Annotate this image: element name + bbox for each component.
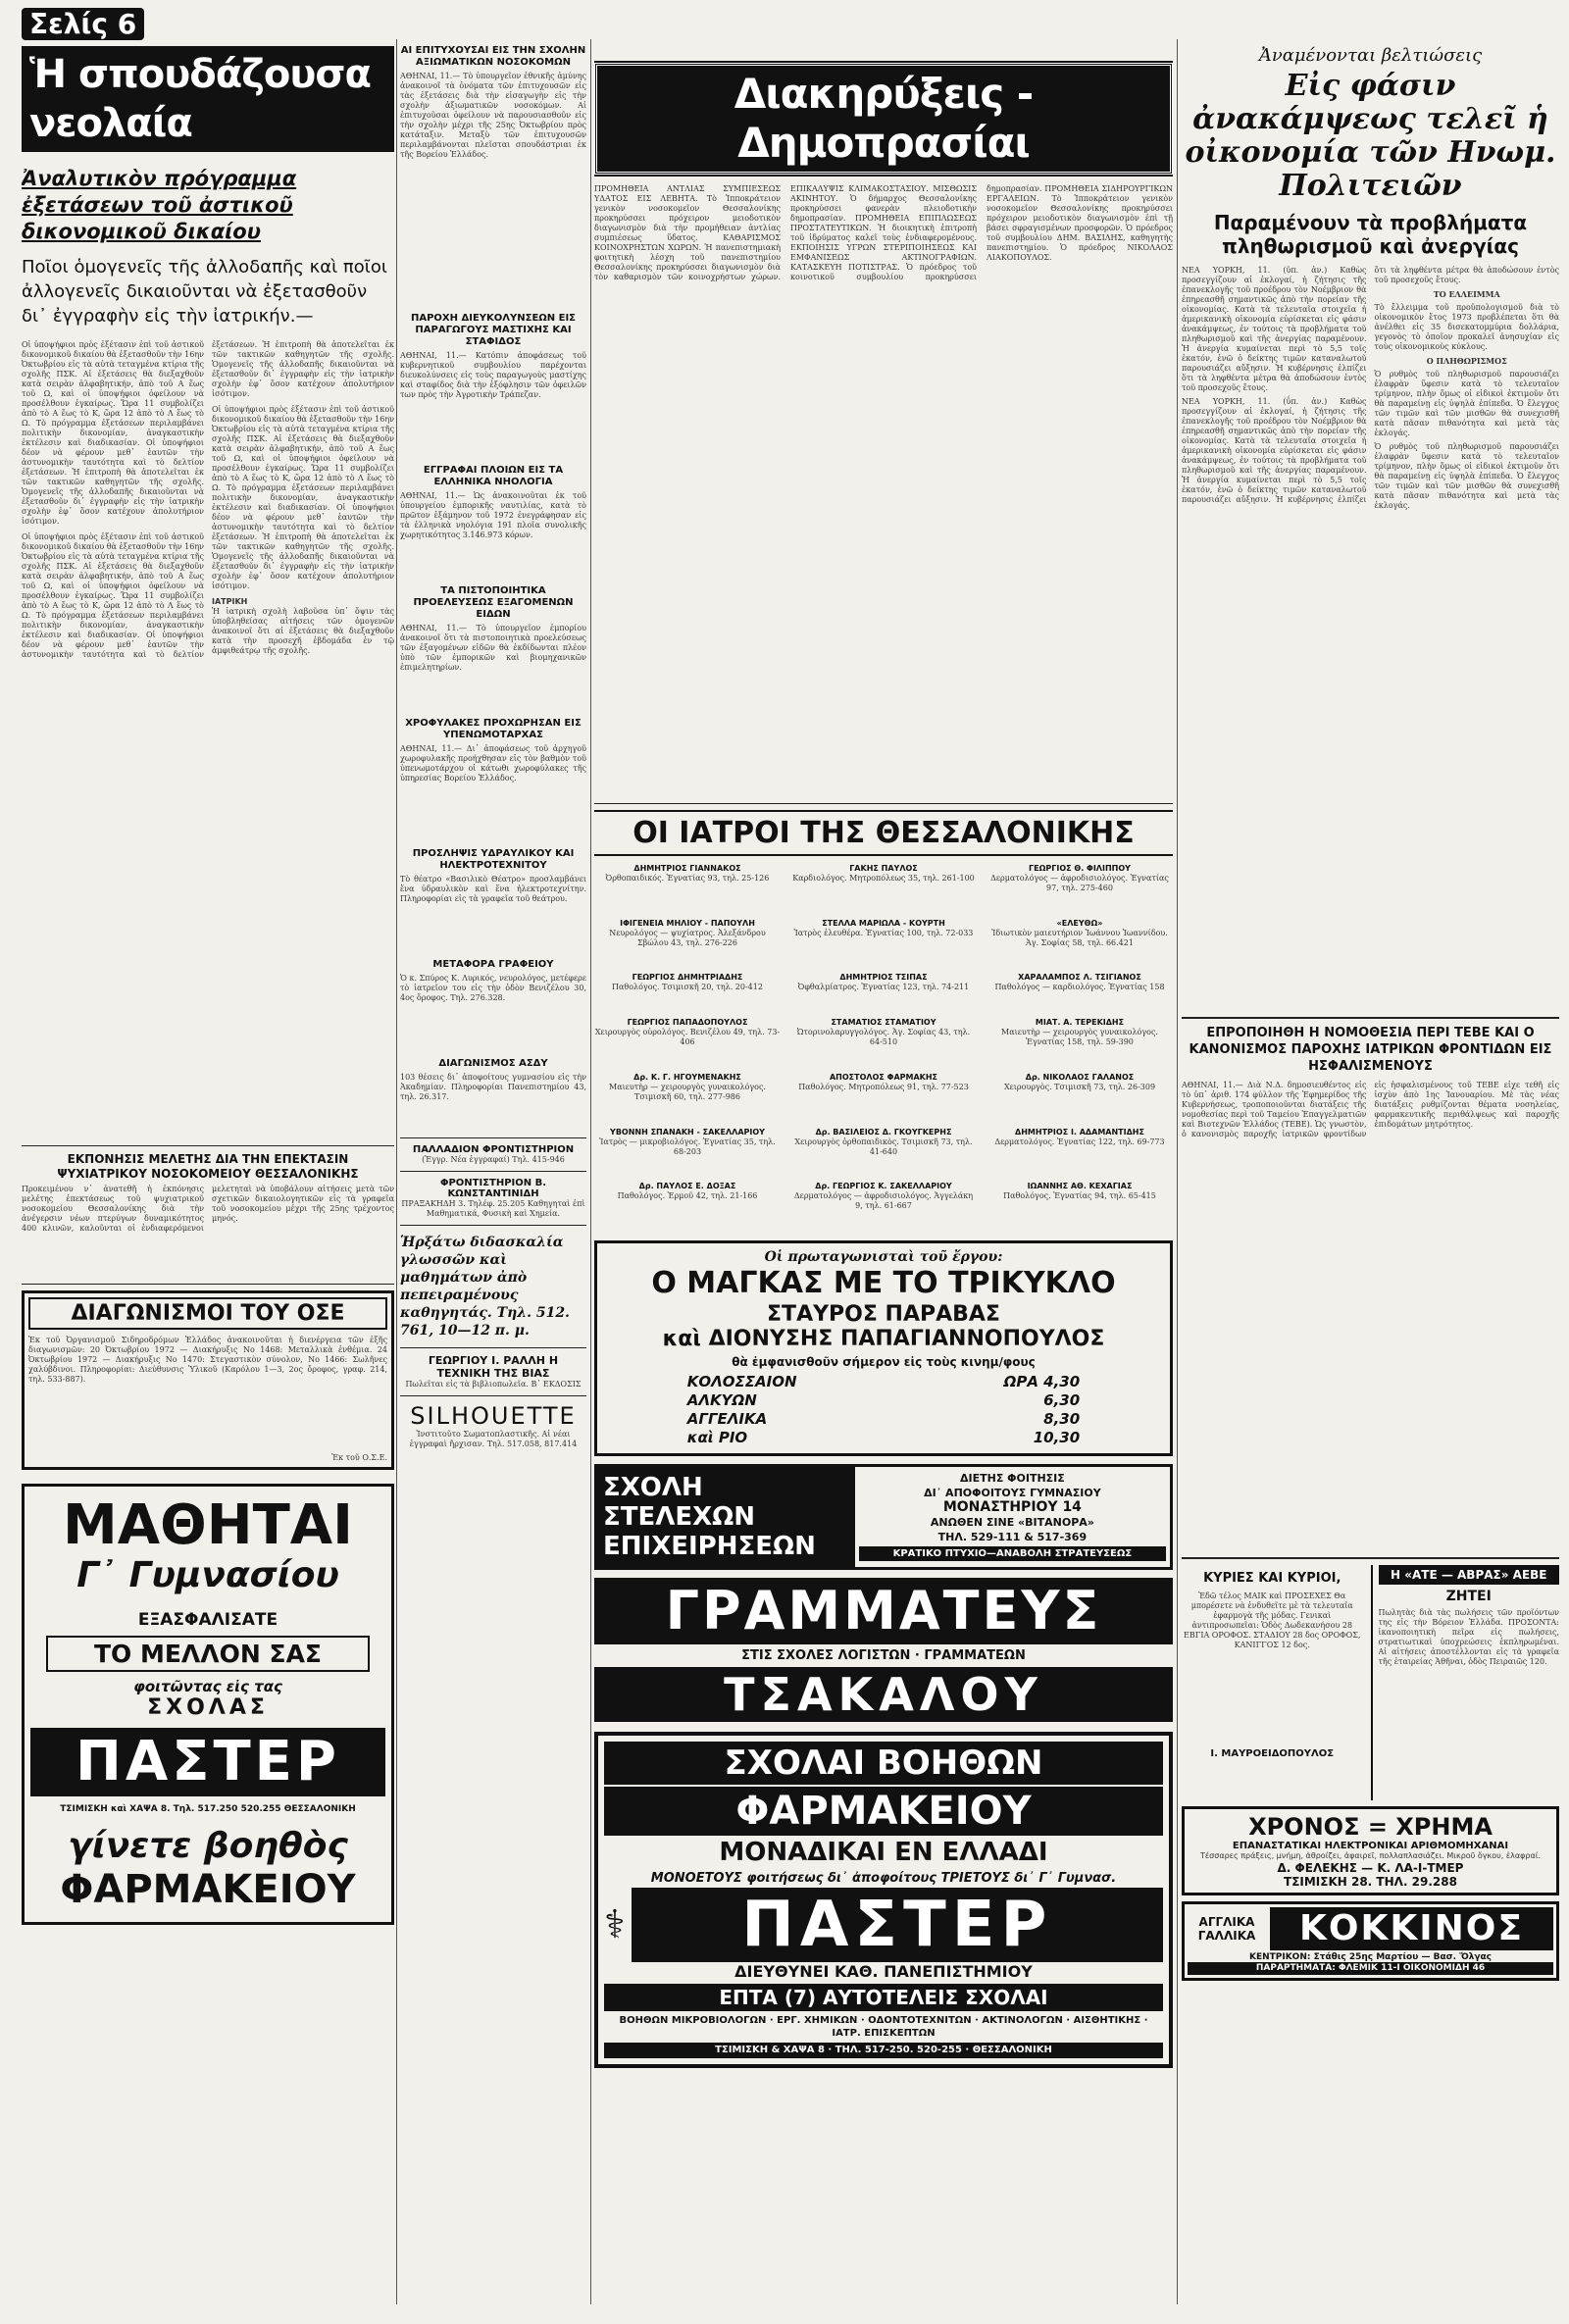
ad-pharm-l7: ΒΟΗΘΩΝ ΜΙΚΡΟΒΙΟΛΟΓΩΝ · ΕΡΓ. ΧΗΜΙΚΩΝ · ΟΔΟΝΤΟΤΕΧΝΙΤΩΝ · ΑΚΤΙΝΟΛΟΓΩΝ · ΑΙΣΘΗΤΙΚΗΣ · ΙΑΤΡ. ΕΠΙΣΚΕΠΤΩΝ <box>619 2015 1148 2039</box>
ose-sign: Ἐκ τοῦ Ο.Σ.Ε. <box>331 1453 387 1462</box>
ad-paster-line2: Γ᾽ Γυμνασίου <box>76 1555 339 1595</box>
cinema-venue-time: 8,30 <box>1043 1410 1081 1428</box>
cinema-venue-row <box>687 1391 1080 1410</box>
news-body-5: ΑΘΗΝΑΙ, 11.— Δι᾽ ἀποφάσεως τοῦ ἀρχηγοῦ χωροφυλακῆς προήχθησαν εἰς τὸν βαθμὸν τοῦ ὑπενωμοτάρχου οἱ κάτωθι χωροφύλακες τῆς ὑπηρεσίας Βορείου Ἑλλάδος. <box>400 744 586 783</box>
doctor-details: Δερματολόγος — ἀφροδισιολόγος. Ἐγνατίας 97, τηλ. 275-460 <box>990 874 1169 892</box>
divider <box>400 1395 586 1396</box>
doctor-entry <box>594 973 781 1012</box>
doctor-details: Ὀρθοπαιδικός. Ἐγνατίας 93, τηλ. 25-126 <box>605 874 770 883</box>
lead-body <box>1182 266 1559 1011</box>
legis-title: ΕΠΡΟΠΟΙΗΘΗ Η ΝΟΜΟΘΕΣΙΑ ΠΕΡΙ ΤΕΒΕ ΚΑΙ Ο ΚΑΝΟΝΙΣΜΟΣ ΠΑΡΟΧΗΣ ΙΑΤΡΙΚΩΝ ΦΡΟΝΤΙΔΩΝ ΕΙΣ ΗΣΦΑΛΙΣΜΕΝΟΥΣ <box>1189 1026 1552 1074</box>
doctor-entry <box>790 1182 977 1231</box>
ad-scholi-r1: ΔΙΕΤΗΣ ΦΟΙΤΗΣΙΣ <box>959 1472 1065 1485</box>
doctor-entry <box>594 1073 781 1122</box>
lead-body-text-2: ΝΕΑ ΥΟΡΚΗ, 11. (ΰπ. ἀν.) Καθὼς προσεγγίζουν αἱ ἐκλογαί, ἡ ζήτησις τῆς ἐπανεκλογῆς τοῦ προέδρου τὸν Νοέμβριον θὰ ἐπηρεασθῆ σημαντικῶς ἀπὸ τὴν πορείαν τῆς οἰκονομίας. Κατὰ τὰ τελευταῖα στοιχεῖα ἡ ἀμερικανικὴ οἰκονομία εὑρίσκεται εἰς φάσιν ἀνακάμψεως, ἐν τούτοις τὰ προβλήματα τοῦ πληθωρισμοῦ καὶ τῆς ἀνεργίας παραμένουν. Ἡ ἀνεργία κυμαίνεται περὶ τὸ 5,5 τοῖς ἑκατόν, ἐνῶ ὁ δείκτης τιμῶν καταναλωτοῦ παρουσιάζει αὔξησιν. Ἡ κυβέρνησις ἐλπίζει ὅτι τὰ ληφθέντα μέτρα θὰ ἀποδώσουν ἐντὸς τοῦ προσεχοῦς ἔτους. <box>1182 266 1559 504</box>
ad-konstantinidi-body: ΠΡΑΞΑΚΗΔΗ 3. Τηλέφ. 25.205 Καθηγηταὶ ἐπὶ Μαθηματικά, Φυσικὴ καὶ Χημεία. <box>401 1199 585 1218</box>
ad-kyries-title: ΚΥΡΙΕΣ ΚΑΙ ΚΥΡΙΟΙ, <box>1203 1571 1341 1586</box>
page-number: Σελίς 6 <box>22 8 144 40</box>
doctor-entry <box>594 1128 781 1177</box>
ad-scholi-left: ΣΧΟΛΗ ΣΤΕΛΕΧΩΝ ΕΠΙΧΕΙΡΗΣΕΩΝ <box>597 1467 855 1567</box>
doctor-entry <box>987 864 1173 913</box>
ad-palladion-body: (Ἐγγρ. Νέα ἐγγραφαί) Τηλ. 415-946 <box>422 1155 565 1164</box>
sub-deficit: ΤΟ ΕΛΛΕΙΜΜΑ <box>1433 289 1500 299</box>
news-head-6: ΠΡΟΣΛΗΨΙΣ ΥΔΡΑΥΛΙΚΟΥ ΚΑΙ ΗΛΕΚΤΡΟΤΕΧΝΙΤΟΥ <box>412 848 575 871</box>
ads-row <box>1182 1565 1559 1800</box>
column-rule <box>590 39 591 2304</box>
divider <box>400 1225 586 1226</box>
article-exams-body-text-3: Οἱ ὑποψήφιοι πρὸς ἐξέτασιν ἐπὶ τοῦ ἀστικοῦ δικονομικοῦ δικαίου θὰ ἐξετασθοῦν τὴν 16ην Ὀκτωβρίου εἰς τὰ αὐτὰ τεταγμένα κτίρια τῆς σχολῆς ΠΣΚ. Αἱ ἐξετάσεις θὰ διεξαχθοῦν κατὰ σειρὰν ἀλφαβητικήν, ἀπὸ τοῦ Α ἕως τοῦ Ω, καὶ οἱ ὑποψήφιοι ὀφείλουν νὰ προσέλθουν ἐγκαίρως. Ὥρα 11 συμβολίζει ἀπὸ τὸ Α ἕως τὸ Κ, ὥρα 12 ἀπὸ τὸ Λ ἕως τὸ Ω. Τὸ πρόγραμμα ἐξετάσεων περιλαμβάνει πολιτικὴν δικονομίαν, ἀναγκαστικὴν ἐκτέλεσιν καὶ διαδικασίαν. Οἱ ὑποψήφιοι δέον νὰ φέρουν μεθ᾽ ἑαυτῶν τὴν ἀστυνομικὴν ταυτότητα καὶ τὸ δελτίον ἐξετάσεων. Ἡ ἐπιτροπὴ θὰ ἀποτελεῖται ἐκ τῶν τακτικῶν καθηγητῶν τῆς σχολῆς. Ὁμογενεῖς τῆς ἀλλοδαπῆς δικαιοῦνται νὰ ἐξετασθοῦν δι᾽ ἐγγραφὴν εἰς τὴν ἰατρικὴν σχολὴν ἐφ᾽ ὅσον κατέχουν ἀπολυτήριον ἰσότιμον. <box>212 405 394 590</box>
doctor-details: Καρδιολόγος. Μητροπόλεως 35, τηλ. 261-100 <box>792 874 975 883</box>
ad-grammateis-sub: ΣΤΙΣ ΣΧΟΛΕΣ ΛΟΓΙΣΤΩΝ · ΓΡΑΜΜΑΤΕΩΝ <box>741 1648 1026 1663</box>
ad-pharm-l3: ΜΟΝΑΔΙΚΑΙ ΕΝ ΕΛΛΑΔΙ <box>719 1838 1048 1867</box>
cinema-venue-name: ΑΓΓΕΛΙΚΑ <box>686 1410 768 1428</box>
doctor-entry <box>987 1182 1173 1231</box>
doctor-entry <box>987 1073 1173 1122</box>
doctor-entry <box>987 973 1173 1012</box>
article-exams-body-text-2: Οἱ ὑποψήφιοι πρὸς ἐξέτασιν ἐπὶ τοῦ ἀστικοῦ δικονομικοῦ δικαίου θὰ ἐξετασθοῦν τὴν 16ην Ὀκτωβρίου εἰς τὰ αὐτὰ τεταγμένα κτίρια τῆς σχολῆς ΠΣΚ. Αἱ ἐξετάσεις θὰ διεξαχθοῦν κατὰ σειρὰν ἀλφαβητικήν, ἀπὸ τοῦ Α ἕως τοῦ Ω, καὶ οἱ ὑποψήφιοι ὀφείλουν νὰ προσέλθουν ἐγκαίρως. Ὥρα 11 συμβολίζει ἀπὸ τὸ Α ἕως τὸ Κ, ὥρα 12 ἀπὸ τὸ Λ ἕως τὸ Ω. Τὸ πρόγραμμα ἐξετάσεων περιλαμβάνει πολιτικὴν δικονομίαν, ἀναγκαστικὴν ἐκτέλεσιν καὶ διαδικασίαν. Οἱ ὑποψήφιοι δέον νὰ φέρουν μεθ᾽ ἑαυτῶν τὴν ἀστυνομικὴν ταυτότητα καὶ τὸ δελτίον ἐξετάσεων. Ἡ ἐπιτροπὴ θὰ ἀποτελεῖται ἐκ τῶν τακτικῶν καθηγητῶν τῆς σχολῆς. Ὁμογενεῖς τῆς ἀλλοδαπῆς δικαιοῦνται νὰ ἐξετασθοῦν δι᾽ ἐγγραφὴν εἰς τὴν ἰατρικὴν σχολὴν ἐφ᾽ ὅσον κατέχουν ἀπολυτήριον ἰσότιμον. <box>22 340 394 659</box>
doctor-details: Ὠτορινολαρυγγολόγος. Ἁγ. Σοφίας 43, τηλ. 64-510 <box>796 1028 971 1047</box>
article-psychiatric-body: Προκειμένου ν᾽ ἀνατεθῆ ἡ ἐκπόνησις μελέτης ἐπεκτάσεως τοῦ ψυχιατρικοῦ νοσοκομείου Θεσσαλονίκης διὰ τὴν ἀνέγερσιν νέων πτερύγων δυναμικότητος 400 κλινῶν, καλοῦνται οἱ ἐνδιαφερόμενοι μελετηταὶ νὰ ὑποβάλουν αἰτήσεις μετὰ τῶν σχετικῶν δικαιολογητικῶν εἰς τὰ γραφεῖα τοῦ νοσοκομείου μέχρι τῆς 25ης τρέχοντος μηνός. <box>22 1185 394 1233</box>
sub-inflation: Ο ΠΛΗΘΩΡΙΣΜΟΣ <box>1426 356 1507 366</box>
cinema-title: Ο ΜΑΓΚΑΣ ΜΕ ΤΟ ΤΡΙΚΥΚΛΟ <box>651 1266 1116 1300</box>
article-exams <box>22 166 394 1139</box>
ad-ate-sub: ΖΗΤΕΙ <box>1445 1589 1492 1604</box>
ad-kokkinos-brand: ΚΟΚΚΙΝΟΣ <box>1270 1907 1553 1950</box>
article-psychiatric <box>22 1152 394 1278</box>
column-rule <box>1177 39 1178 2304</box>
doctor-entry <box>790 1018 977 1067</box>
ad-pharm-l4: ΜΟΝΟΕΤΟΥΣ φοιτήσεως δι᾽ ἀποφοίτους ΤΡΙΕΤΟΥΣ δι᾽ Γ᾽ Γυμνασ. <box>650 1871 1117 1886</box>
ad-paster-address: ΤΣΙΜΙΣΚΗ καὶ ΧΑΨΑ 8. Τηλ. 517.250 520.255 ΘΕΣΣΑΛΟΝΙΚΗ <box>60 1804 356 1814</box>
legis-body: ΑΘΗΝΑΙ, 11.— Διὰ Ν.Δ. δημοσιευθέντος εἰς τὸ ὑπ᾽ ἀριθ. 174 φύλλον τῆς Ἐφημερίδος τῆς Κυβερνήσεως, τροποποιοῦνται διατάξεις τῆς νομοθεσίας περὶ τοῦ Ταμείου Ἐπαγγελματιῶν καὶ Βιοτεχνῶν Ἑλλάδος (ΤΕΒΕ). Ὡς γνωστὸν, ὁ κανονισμὸς παροχῆς ἰατρικῶν φροντίδων εἰς ἠσφαλισμένους τοῦ ΤΕΒΕ εἶχε τεθῆ εἰς ἰσχὺν ἀπὸ 1ης Ἰανουαρίου. Μὲ τὰς νέας διατάξεις ρυθμίζονται θέματα νοσηλείας, φαρμακευτικῆς περιθάλψεως καὶ παροχῆς ἐπιδομάτων μητρότητος. <box>1182 1081 1559 1138</box>
divider <box>400 1171 586 1172</box>
column-rule <box>396 39 397 2304</box>
ad-kyries-body: Ἐδῶ τέλος ΜΑΙΚ καὶ ΠΡΟΣΕΧΕΣ Θα μπορέσετε νὰ ἐνδυθεῖτε μὲ τὰ τελευταῖα ἐφαρμογὰ τῆς μόδας. Γενικαὶ ἀντιπροσωπεῖαι: Ὁδὸς Δωδεκανήσου 28 ΕΒΓΙΑ ΟΡΟΦΟΣ. ΣΤΑΔΙΟΥ 28 δος ΟΡΟΦΟΣ, ΚΑΝΙΓΓΟΣ 12 δος. <box>1184 1591 1361 1649</box>
article-exams-title: Ἀναλυτικὸν πρόγραμμα ἐξετάσεων τοῦ ἀστικοῦ δικονομικοῦ δικαίου <box>22 167 297 243</box>
doctor-details: Χειρουργὸς. Τσιμισκῆ 73, τηλ. 26-309 <box>1003 1082 1156 1091</box>
ad-paster-students <box>22 1484 394 1925</box>
ad-kokkinos-left: ΑΓΓΛΙΚΑ ΓΑΛΛΙΚΑ <box>1197 1915 1256 1943</box>
ad-paster-line5: φοιτῶντας εἰς τας <box>133 1678 282 1695</box>
news-body-3: ΑΘΗΝΑΙ, 11.— Ὡς ἀνακοινοῦται ἐκ τοῦ ὑπουργείου ἐμπορικῆς ναυτιλίας, κατὰ τὸ πρῶτον ἑξάμηνον τοῦ 1972 ἐνεγράφησαν εἰς τὰ ἑλληνικὰ νηολόγια 191 πλοῖα συνολικῆς χωρητικότητος 3.146.973 κόρων. <box>400 491 586 539</box>
news-body-8: 103 θέσεις δι᾽ ἀποφοίτους γυμνασίου εἰς τὴν Ἀκαδημίαν. Πληροφορίαι Πανεπιστημίου 43, τηλ. 26.317. <box>400 1073 586 1101</box>
doctor-details: Παθολόγος — καρδιολόγος. Ἐγνατίας 158 <box>994 983 1165 992</box>
sub-iatriki: ΙΑΤΡΙΚΗ <box>212 597 248 606</box>
doctor-name: ΥΒΟΝΝΗ ΣΠΑΝΑΚΗ - ΣΑΚΕΛΛΑΡΙΟΥ <box>610 1127 765 1137</box>
section-banner: Ἡ σπουδάζουσα νεολαία <box>22 46 394 152</box>
article-exams-body <box>22 340 394 1139</box>
doctors-title: ΟΙ ΙΑΤΡΟΙ ΤΗΣ ΘΕΣΣΑΛΟΝΙΚΗΣ <box>594 810 1173 856</box>
news-head-1: ΑΙ ΕΠΙΤΥΧΟΥΣΑΙ ΕΙΣ ΤΗΝ ΣΧΟΛΗΝ ΑΞΙΩΜΑΤΙΚΩΝ ΝΟΣΟΚΟΜΩΝ <box>400 45 586 68</box>
ad-scholi <box>594 1464 1173 1570</box>
lead-body-text: ΝΕΑ ΥΟΡΚΗ, 11. (ΰπ. ἀν.) Καθὼς προσεγγίζουν αἱ ἐκλογαί, ἡ ζήτησις τῆς ἐπανεκλογῆς τοῦ προέδρου τὸν Νοέμβριον θὰ ἐπηρεασθῆ σημαντικῶς ἀπὸ τὴν πορείαν τῆς οἰκονομίας. Κατὰ τὰ τελευταῖα στοιχεῖα ἡ ἀμερικανικὴ οἰκονομία εὑρίσκεται εἰς φάσιν ἀνακάμψεως, ἐν τούτοις τὰ προβλήματα τοῦ πληθωρισμοῦ καὶ τῆς ἀνεργίας παραμένουν. Ἡ ἀνεργία κυμαίνεται περὶ τὸ 5,5 τοῖς ἑκατόν, ἐνῶ ὁ δείκτης τιμῶν καταναλωτοῦ παρουσιάζει αὔξησιν. Ἡ κυβέρνησις ἐλπίζει ὅτι τὰ ληφθέντα μέτρα θὰ ἀποδώσουν ἐντὸς τοῦ προσεχοῦς ἔτους. <box>1182 266 1367 392</box>
ad-scholi-r5: ΤΗΛ. 529-111 & 517-369 <box>937 1531 1088 1543</box>
ad-book <box>400 1354 586 1389</box>
doctor-entry <box>594 919 781 968</box>
ad-pharm-l1: ΣΧΟΛΑΙ ΒΟΗΘΩΝ <box>604 1742 1163 1785</box>
doctor-name: ΜΙΑΤ. Α. ΤΕΡΕΚΙΔΗΣ <box>1035 1018 1125 1028</box>
doctor-name: «ΕΛΕΥΘΩ» <box>1056 918 1103 928</box>
ad-silhouette-title: SILHOUETTE <box>410 1402 577 1430</box>
ad-ate-body: Πωλητὰς διὰ τὰς πωλήσεις τῶν προϊόντων της εἰς τὴν Βόρειον Ἑλλάδα. ΠΡΟΣΟΝΤΑ: ἱκανοποιητικὴ πεῖρα εἰς πωλήσεις, στρατιωτικαὶ ὑποχρεώσεις ἐκπληρωμέναι. Αἱ αἰτήσεις ἀποστέλλονται εἰς τὰ γραφεῖα τῆς ἑταιρείας Ἀθῆναι, ὁδὸς Πειραιῶς 120. <box>1378 1608 1559 1666</box>
inflation-text: Ὁ ρυθμὸς τοῦ πληθωρισμοῦ παρουσιάζει ἐλαφρὰν ὕφεσιν κατὰ τὸ τελευταῖον τρίμηνον, πλὴν ὅμως οἱ εἰδικοὶ ἐκτιμοῦν ὅτι θὰ παραμείνῃ εἰς ὑψηλὰ ἐπίπεδα. Ὁ ἔλεγχος τῶν τιμῶν καὶ τῶν μισθῶν θὰ συνεχισθῆ κατὰ πᾶσαν πιθανότητα καὶ μετὰ τὰς ἐκλογάς. <box>1374 370 1559 437</box>
doctor-details: Μαιευτὴρ — χειρουργὸς γυναικολόγος. Ἐγνατίας 158, τηλ. 59-390 <box>1001 1028 1158 1047</box>
doctor-entry <box>790 973 977 1012</box>
doctor-name: ΧΑΡΑΛΑΜΠΟΣ Λ. ΤΣΙΓΙΑΝΟΣ <box>1018 973 1141 983</box>
doctor-details: Ἰδιωτικὸν μαιευτήριον Ἰωάννου Ἰωαννίδου. Ἁγ. Σοφίας 58, τηλ. 66.421 <box>991 928 1168 947</box>
doctor-name: ΓΕΩΡΓΙΟΣ Θ. ΦΙΛΙΠΠΟΥ <box>1029 864 1131 873</box>
doctor-name: Δρ. ΓΕΩΡΓΙΟΣ Κ. ΣΑΚΕΛΛΑΡΙΟΥ <box>815 1182 952 1191</box>
ad-konstantinidi-title: ΦΡΟΝΤΙΣΤΗΡΙΟΝ Β. ΚΩΝΣΤΑΝΤΙΝΙΔΗ <box>439 1178 547 1199</box>
ad-kokkinos-l2: ΠΑΡΑΡΤΗΜΑΤΑ: ΦΛΕΜΙΚ 11-Ι ΟΙΚΟΝΟΜΙΔΗ 46 <box>1188 1962 1553 1975</box>
ad-chronos-sign: Δ. ΦΕΛΕΚΗΣ — Κ. ΛΑ-Ι-ΤΜΕΡ <box>1277 1861 1464 1875</box>
cinema-venue-time: ΩΡΑ 4,30 <box>1003 1373 1081 1390</box>
divider <box>400 1347 586 1348</box>
news-body-2: ΑΘΗΝΑΙ, 11.— Κατόπιν ἀποφάσεως τοῦ κυβερνητικοῦ συμβουλίου παρέχονται διευκολύνσεις εἰς τοὺς παραγωγοὺς μαστίχης καὶ σταφίδος διὰ τὴν ἐξόφλησιν τῶν ὀφειλῶν των πρὸς τὴν Ἀγροτικὴν Τράπεζαν. <box>400 351 586 399</box>
news-body-6: Τὸ θέατρο «Βασιλικὸ Θέατρο» προσλαμβάνει ἕνα ὑδραυλικὸν καὶ ἕνα ἠλεκτροτεχνίτην. Πληροφορίαι εἰς τὰ γραφεῖα τοῦ θεάτρου. <box>400 875 586 903</box>
doctor-details: Παθολόγος. Μητροπόλεως 91, τηλ. 77-523 <box>798 1082 969 1091</box>
cinema-venue-row <box>687 1373 1080 1391</box>
doctor-details: Δερματολόγος. Ἐγνατίας 122, τηλ. 69-773 <box>994 1137 1165 1146</box>
doctor-name: ΣΤΕΛΛΑ ΜΑΡΙΩΛΑ - ΚΟΥΡΤΗ <box>822 918 945 928</box>
tenders-banner: Διακηρύξεις - Δημοπρασίαι <box>594 63 1173 175</box>
doctor-name: ΙΩΑΝΝΗΣ ΑΘ. ΚΕΧΑΓΙΑΣ <box>1027 1182 1133 1191</box>
ad-paster-line3: ΕΞΑΣΦΑΛΙΣΑΤΕ <box>137 1610 278 1630</box>
doctor-entry <box>594 1018 781 1067</box>
ad-pharm-l6: ΕΠΤΑ (7) ΑΥΤΟΤΕΛΕΙΣ ΣΧΟΛΑΙ <box>604 1984 1163 2011</box>
ad-cinema <box>594 1240 1173 1456</box>
cinema-cast-2: καὶ ΔΙΟΝΥΣΗΣ ΠΑΠΑΓΙΑΝΝΟΠΟΥΛΟΣ <box>662 1327 1105 1351</box>
news-body-7: Ὁ κ. Σπύρος Κ. Λυρικός, νευρολόγος, μετέφερε τὸ ἰατρεῖον του εἰς τὴν ὁδὸν Βενιζέλου 30, 4ος ὄροφος. Τηλ. 276.328. <box>400 974 586 1002</box>
doctor-name: ΑΠΟΣΤΟΛΟΣ ΦΑΡΜΑΚΗΣ <box>829 1072 938 1082</box>
cinema-venue-name: ΚΟΛΟΣΣΑΙΟΝ <box>686 1373 797 1390</box>
ad-chronos-sub: ΕΠΑΝΑΣΤΑΤΙΚΑΙ ΗΛΕΚΤΡΟΝΙΚΑΙ ΑΡΙΘΜΟΜΗΧΑΝΑΙ <box>1232 1841 1509 1851</box>
doctors-grid <box>594 864 1173 1237</box>
divider <box>400 1137 586 1138</box>
ad-grammateis-brand: ΤΣΑΚΑΛΟΥ <box>594 1667 1173 1722</box>
doctor-details: Ἰατρὸς ἐλευθέρα. Ἐγνατίας 100, τηλ. 72-033 <box>793 928 974 937</box>
deficit-text: Τὸ ἔλλειμμα τοῦ προϋπολογισμοῦ διὰ τὸ οἰκονομικὸν ἔτος 1973 προβλέπεται ὅτι θὰ ἀνέλθει εἰς 35 δισεκατομμύρια δολλάρια, γεγονὸς τὸ ὁποῖον προκαλεῖ ἀνησυχίαν εἰς τοὺς οἰκονομικοὺς κύκλους. <box>1374 303 1559 351</box>
doctor-entry <box>790 1073 977 1122</box>
ad-pharm-brand: ΠΑΣΤΕΡ <box>632 1888 1163 1962</box>
news-head-7: ΜΕΤΑΦΟΡΑ ΓΡΑΦΕΙΟΥ <box>432 959 554 970</box>
doctor-entry <box>987 1128 1173 1177</box>
caduceus-icon: ⚕ <box>604 1902 626 1947</box>
news-head-4: ΤΑ ΠΙΣΤΟΠΟΙΗΤΙΚΑ ΠΡΟΕΛΕΥΣΕΩΣ ΕΞΑΓΟΜΕΝΩΝ ΕΙΔΩΝ <box>413 585 574 620</box>
doctor-name: Δρ. ΝΙΚΟΛΑΟΣ ΓΑΛΑΝΟΣ <box>1025 1072 1135 1082</box>
ad-pharm-l5: ΔΙΕΥΘΥΝΕΙ ΚΑΘ. ΠΑΝΕΠΙΣΤΗΜΙΟΥ <box>734 1962 1033 1981</box>
doctor-details: Χειρουργὸς ὀρθοπαιδικὸς. Τσιμισκῆ 73, τηλ. 41-640 <box>794 1137 973 1156</box>
article-exams-body-text: Οἱ ὑποψήφιοι πρὸς ἐξέτασιν ἐπὶ τοῦ ἀστικοῦ δικονομικοῦ δικαίου θὰ ἐξετασθοῦν τὴν 16ην Ὀκτωβρίου εἰς τὰ αὐτὰ τεταγμένα κτίρια τῆς σχολῆς ΠΣΚ. Αἱ ἐξετάσεις θὰ διεξαχθοῦν κατὰ σειρὰν ἀλφαβητικήν, ἀπὸ τοῦ Α ἕως τοῦ Ω, καὶ οἱ ὑποψήφιοι ὀφείλουν νὰ προσέλθουν ἐγκαίρως. Ὥρα 11 συμβολίζει ἀπὸ τὸ Α ἕως τὸ Κ, ὥρα 12 ἀπὸ τὸ Λ ἕως τὸ Ω. Τὸ πρόγραμμα ἐξετάσεων περιλαμβάνει πολιτικὴν δικονομίαν, ἀναγκαστικὴν ἐκτέλεσιν καὶ διαδικασίαν. Οἱ ὑποψήφιοι δέον νὰ φέρουν μεθ᾽ ἑαυτῶν τὴν ἀστυνομικὴν ταυτότητα καὶ τὸ δελτίον ἐξετάσεων. Ἡ ἐπιτροπὴ θὰ ἀποτελεῖται ἐκ τῶν τακτικῶν καθηγητῶν τῆς σχολῆς. Ὁμογενεῖς τῆς ἀλλοδαπῆς δικαιοῦνται νὰ ἐξετασθοῦν δι᾽ ἐγγραφὴν εἰς τὴν ἰατρικὴν σχολὴν ἐφ᾽ ὅσον κατέχουν ἀπολυτήριον ἰσότιμον. <box>22 340 204 526</box>
news-head-5: ΧΡΟΦΥΛΑΚΕΣ ΠΡΟΧΩΡΗΣΑΝ ΕΙΣ ΥΠΕΝΩΜΟΤΑΡΧΑΣ <box>405 718 582 740</box>
cinema-kicker: Οἱ πρωταγωνισταὶ τοῦ ἔργου: <box>764 1249 1003 1265</box>
news-body-4: ΑΘΗΝΑΙ, 11.— Τὸ ὑπουργεῖον ἐμπορίου ἀνακοινοῖ ὅτι τὰ πιστοποιητικὰ προελεύσεως τῶν ἐξαγομένων εἰδῶν θὰ ἐκδίδωνται πλέον ὑπὸ τῶν ἐμπορικῶν καὶ βιομηχανικῶν ἐπιμελητηρίων. <box>400 624 586 672</box>
ad-book-title: ΓΕΩΡΓΙΟΥ Ι. ΡΑΛΛΗ Η ΤΕΧΝΙΚΗ ΤΗΣ ΒΙΑΣ <box>428 1354 559 1380</box>
news-head-8: ΔΙΑΓΩΝΙΣΜΟΣ ΑΣΔΥ <box>438 1058 548 1069</box>
column-1 <box>22 0 394 1931</box>
divider <box>594 803 1173 804</box>
ad-palladion-title: ΠΑΛΛΑΔΙΟΝ ΦΡΟΝΤΙΣΤΗΡΙΟΝ <box>412 1144 575 1155</box>
doctor-entry <box>987 1018 1173 1067</box>
lead-kicker: Ἀναμένονται βελτιώσεις <box>1258 45 1483 66</box>
ad-lessons: Ἡρξάτω διδασκαλία γλωσσῶν καὶ μαθημάτων ἀπὸ πεπειραμένους καθηγητάς. Τηλ. 512. 761, 10—12 π. μ. <box>400 1235 570 1339</box>
ad-kyries-sign: Ι. ΜΑΥΡΟΕΙΔΟΠΟΥΛΟΣ <box>1210 1748 1335 1759</box>
doctor-name: ΙΦΙΓΕΝΕΙΑ ΜΗΛΙΟΥ - ΠΑΠΟΥΛΗ <box>620 918 755 928</box>
doctor-name: Δρ. Κ. Γ. ΗΓΟΥΜΕΝΑΚΗΣ <box>633 1072 741 1082</box>
doctor-details: Ἰατρὸς — μικροβιολόγος. Ἐγνατίας 35, τηλ. 68-203 <box>599 1137 776 1156</box>
cinema-venues <box>687 1373 1080 1447</box>
ad-paster-brand: ΠΑΣΤΕΡ <box>30 1728 385 1796</box>
ose-body: Ἐκ τοῦ Ὀργανισμοῦ Σιδηροδρόμων Ἑλλάδος ἀνακοινοῦται ἡ διενέργεια τῶν ἑξῆς διαγωνισμῶν: 20 Ὀκτωβρίου 1972 — Διακήρυξις Νο 1468: Μεταλλικὰ ἐνθέμια. 24 Ὀκτωβρίου 1972 — Διακήρυξις Νο 1470: Στεγαστικὸν σύνολον, Νο 1466: Σωλῆνες χαλύβδινοι. Πληροφορίαι: Διεύθυνσις Ὑλικοῦ (Καρόλου 1—3, 2ος ὄροφος, γραφ. 214, τηλ. 533-887). <box>28 1336 387 1384</box>
cinema-venue-row <box>687 1429 1080 1447</box>
doctor-details: Μαιευτὴρ — χειρουργὸς γυναικολόγος. Τσιμισκῆ 60, τηλ. 277-986 <box>609 1082 766 1101</box>
ad-pharmacy-schools <box>594 1732 1173 2068</box>
doctor-name: ΔΗΜΗΤΡΙΟΣ ΓΙΑΝΝΑΚΟΣ <box>633 864 741 873</box>
ad-grammateis-title: ΓΡΑΜΜΑΤΕΥΣ <box>594 1578 1173 1644</box>
ose-box <box>22 1290 394 1470</box>
ad-chronos <box>1182 1806 1559 1895</box>
ad-chronos-body: Τέσσαρες πράξεις, μνήμη, ἀθροίζει, ἀφαιρεῖ, πολλαπλασιάζει. Μικροῦ ὄγκου, ἐλαφραί. <box>1199 1851 1542 1860</box>
ad-pharm-l8: ΤΣΙΜΙΣΚΗ & ΧΑΨΑ 8 · ΤΗΛ. 517-250. 520-255 · ΘΕΣΣΑΛΟΝΙΚΗ <box>604 2043 1163 2058</box>
doctor-details: Παθολόγος. Τσιμισκῆ 20, τηλ. 20-412 <box>612 983 763 992</box>
ad-silhouette <box>400 1402 586 1449</box>
ad-pharm-l2: ΦΑΡΜΑΚΕΙΟΥ <box>604 1787 1163 1836</box>
ad-chronos-addr: ΤΣΙΜΙΣΚΗ 28. ΤΗΛ. 29.288 <box>1284 1875 1457 1889</box>
ad-paster-line7: γίνετε βοηθὸς <box>68 1826 348 1866</box>
doctor-details: Χειρουργὸς οὐρολόγος. Βενιζέλου 49, τηλ. 73-406 <box>594 1028 781 1047</box>
ad-paster-line8: ΦΑΡΜΑΚΕΙΟΥ <box>60 1867 356 1912</box>
ad-palladion <box>400 1144 586 1165</box>
ad-kyries <box>1182 1565 1363 1800</box>
doctor-entry <box>790 1128 977 1177</box>
doctor-entry <box>790 919 977 968</box>
ad-paster-line6: ΣΧΟΛΑΣ <box>147 1695 269 1720</box>
doctor-name: ΓΕΩΡΓΙΟΣ ΔΗΜΗΤΡΙΑΔΗΣ <box>632 973 743 983</box>
news-body-1: ΑΘΗΝΑΙ, 11.— Τὸ ὑπουργεῖον ἐθνικῆς ἀμύνης ἀνακοινοῖ τὰ ὀνόματα τῶν ἐπιτυχουσῶν εἰς τὰς ἐξετάσεις διὰ τὴν εἰσαγωγὴν εἰς τὴν σχολὴν ἀξιωματικῶν νοσοκόμων. Αἱ ἐπιτυχοῦσαι ὀφείλουν νὰ παρουσιασθοῦν εἰς τὴν σχολὴν μέχρι τῆς 25ης Ὀκτωβρίου πρὸς κατάταξιν. Μεταξὺ τῶν ἐπιτυχουσῶν περιλαμβάνονται πλεῖσται σπουδάστριαι ἐκ τῆς Βορείου Ἑλλάδος. <box>400 72 586 159</box>
tenders-body: ΠΡΟΜΗΘΕΙΑ ΑΝΤΛΙΑΣ ΣΥΜΠΙΕΣΕΩΣ ΥΔΑΤΟΣ ΕΙΣ ΛΕΒΗΤΑ. Τὸ Ἱπποκράτειον γενικὸν νοσοκομεῖον Θεσσαλονίκης προκηρύσσει πρόχειρον μειοδοτικὸν διαγωνισμὸν διὰ τὴν προμήθειαν ἀντλίας συμπιέσεως ὕδατος. ΚΑΘΑΡΙΣΜΟΣ ΚΟΙΝΟΧΡΗΣΤΩΝ ΧΩΡΩΝ. Ἡ πανεπιστημιακὴ φοιτητικὴ λέσχη τοῦ πανεπιστημίου Θεσσαλονίκης προκηρύσσει διαγωνισμὸν διὰ τὸν καθαρισμὸν τῶν κοινοχρήστων χώρων. ΕΠΙΚΑΛΥΨΙΣ ΚΛΙΜΑΚΟΣΤΑΣΙΟΥ. ΜΙΣΘΩΣΙΣ ΑΚΙΝΗΤΟΥ. Ὁ δήμαρχος Θεσσαλονίκης προκηρύσσει φανερὰν πλειοδοτικὴν δημοπρασίαν. ΠΡΟΜΗΘΕΙΑ ΕΠΙΠΛΩΣΕΩΣ ΠΡΟΣΤΑΤΕΥΤΙΚΩΝ. Ἡ διοικητικὴ ἐπιτροπὴ τοῦ ἱδρύματος καλεῖ τοὺς ἐνδιαφερομένους. ΕΚΠΟΙΗΣΙΣ ΥΓΡΩΝ ΣΤΕΡΙΠΟΙΗΣΕΩΣ ΚΑΙ ΕΜΦΑΝΙΣΕΩΣ ΑΚΤΙΝΟΓΡΑΦΙΩΝ. ΚΑΤΑΣΚΕΥΗ ΠΟΤΙΣΤΡΑΣ. Ὁ πρόεδρος τοῦ κοινοτικοῦ συμβουλίου προκηρύσσει δημοπρασίαν. ΠΡΟΜΗΘΕΙΑ ΣΙΔΗΡΟΥΡΓΙΚΩΝ ΕΡΓΑΛΕΙΩΝ. Τὸ Ἱπποκράτειον γενικὸν νοσοκομεῖον Θεσσαλονίκης προκηρύσσει πρόχειρον μειοδοτικὸν διαγωνισμὸν ἐπὶ τῇ βάσει σφραγισμένων προσφορῶν. Ὁ πρόεδρος τοῦ συμβουλίου ΔΗΜ. ΒΑΣΙΛΗΣ, καθηγητὴς πανεπιστημίου. Ὁ πρόεδρος ΝΙΚΟΛΑΟΣ ΛΙΑΚΟΠΟΥΛΟΣ. <box>594 184 1173 281</box>
cinema-cast-1: ΣΤΑΥΡΟΣ ΠΑΡΑΒΑΣ <box>767 1302 1000 1327</box>
cinema-venue-row <box>687 1410 1080 1429</box>
doctor-details: Ὀφθαλμίατρος. Ἐγνατίας 123, τηλ. 74-211 <box>797 983 970 992</box>
doctor-details: Παθολόγος. Ἐγνατίας 94, τηλ. 65-415 <box>1003 1191 1156 1201</box>
doctor-name: Δρ. ΒΑΣΙΛΕΙΟΣ Δ. ΓΚΟΥΓΚΕΡΗΣ <box>815 1127 952 1137</box>
doctor-name: ΣΤΑΜΑΤΙΟΣ ΣΤΑΜΑΤΙΟΥ <box>831 1018 936 1028</box>
doctor-name: ΔΗΜΗΤΡΙΟΣ Ι. ΑΔΑΜΑΝΤΙΔΗΣ <box>1015 1127 1144 1137</box>
divider <box>22 1284 394 1285</box>
article-psychiatric-title: ΕΚΠΟΝΗΣΙΣ ΜΕΛΕΤΗΣ ΔΙΑ ΤΗΝ ΕΠΕΚΤΑΣΙΝ ΨΥΧΙΑΤΡΙΚΟΥ ΝΟΣΟΚΟΜΕΙΟΥ ΘΕΣΣΑΛΟΝΙΚΗΣ <box>57 1152 359 1181</box>
cinema-venue-time: 10,30 <box>1033 1429 1081 1446</box>
ad-grammateis <box>594 1578 1173 1722</box>
cinema-venue-name: ΑΛΚΥΩΝ <box>686 1391 757 1409</box>
ad-paster-line4: ΤΟ ΜΕΛΛΟΝ ΣΑΣ <box>46 1636 370 1672</box>
ad-paster-line1: ΜΑΘΗΤΑΙ <box>63 1493 353 1557</box>
ad-kokkinos-row <box>1188 1907 1553 1950</box>
doctor-details: Παθολόγος. Ἐρμοῦ 42, τηλ. 21-166 <box>617 1191 758 1201</box>
ad-scholi-r2: ΔΙ᾽ ΑΠΟΦΟΙΤΟΥΣ ΓΥΜΝΑΣΙΟΥ <box>924 1487 1101 1499</box>
ad-scholi-r3: ΜΟΝΑΣΤΗΡΙΟΥ 14 <box>942 1499 1082 1515</box>
doctor-name: ΓΑΚΗΣ ΠΑΥΛΟΣ <box>849 864 918 873</box>
doctor-name: Δρ. ΠΑΥΛΟΣ Ε. ΔΟΞΑΣ <box>638 1182 736 1191</box>
article-exams-deck: Ποῖοι ὁμογενεῖς τῆς ἀλλοδαπῆς καὶ ποῖοι ἀλλογενεῖς δικαιοῦνται νὰ ἐξετασθοῦν δι᾽ ἐγγραφὴν εἰς τὴν ἰατρικήν.— <box>22 257 387 327</box>
ad-kokkinos <box>1182 1901 1559 1981</box>
column-3 <box>594 0 1173 2074</box>
cinema-note: θὰ ἐμφανισθοῦν σήμερον εἰς τοὺς κινημ/φους <box>732 1355 1036 1369</box>
cinema-venue-name: καὶ ΡΙΟ <box>686 1429 748 1446</box>
doctor-name: ΔΗΜΗΤΡΙΟΣ ΤΣΙΠΑΣ <box>839 973 928 983</box>
doctor-name: ΓΕΩΡΓΙΟΣ ΠΑΠΑΔΟΠΟΥΛΟΣ <box>627 1018 748 1028</box>
doctor-entry <box>594 1182 781 1231</box>
ad-chronos-title: ΧΡΟΝΟΣ = ΧΡΗΜΑ <box>1248 1813 1493 1841</box>
ad-scholi-r4: ΑΝΩΘΕΝ ΣΙΝΕ «ΒΙΤΑΝΟΡΑ» <box>930 1516 1094 1529</box>
ad-pharm-brand-row <box>604 1888 1163 1962</box>
column-2 <box>400 0 586 1455</box>
inflation-text-2: Ὁ ρυθμὸς τοῦ πληθωρισμοῦ παρουσιάζει ἐλαφρὰν ὕφεσιν κατὰ τὸ τελευταῖον τρίμηνον, πλὴν ὅμως οἱ εἰδικοὶ ἐκτιμοῦν ὅτι θὰ παραμείνῃ εἰς ὑψηλὰ ἐπίπεδα. Ὁ ἔλεγχος τῶν τιμῶν καὶ τῶν μισθῶν θὰ συνεχισθῆ κατὰ πᾶσαν πιθανότητα καὶ μετὰ τὰς ἐκλογάς. <box>1374 442 1559 510</box>
column-4 <box>1182 0 1559 1987</box>
doctor-details: Δερματολόγος — ἀφροδισιολόγος. Ἀγγελάκη 9, τηλ. 61-667 <box>793 1191 974 1211</box>
lead-deck: Παραμένουν τὰ προβλήματα πληθωρισμοῦ καὶ ἀνεργίας <box>1213 211 1528 258</box>
ose-title: ΔΙΑΓΩΝΙΣΜΟΙ ΤΟΥ ΟΣΕ <box>28 1297 387 1330</box>
ad-silhouette-body: Ἰνστιτοῦτο Σωματοπλαστικῆς. Αἱ νέαι ἐγγραφαὶ ἤρχισαν. Τηλ. 517.058, 817.414 <box>409 1430 578 1448</box>
news-head-3: ΕΓΓΡΑΦΑΙ ΠΛΟΙΩΝ ΕΙΣ ΤΑ ΕΛΛΗΝΙΚΑ ΝΗΟΛΟΓΙΑ <box>423 465 564 487</box>
doctor-details: Νευρολόγος — ψυχίατρος. Ἀλεξάνδρου Σβώλου 43, τηλ. 276-226 <box>609 928 766 947</box>
ad-ate-title: Η «ΑΤΕ — ΑΒΡΑΣ» ΑΕΒΕ <box>1379 1565 1560 1585</box>
ad-konstantinidi <box>400 1178 586 1219</box>
news-head-2: ΠΑΡΟΧΗ ΔΙΕΥΚΟΛΥΝΣΕΩΝ ΕΙΣ ΠΑΡΑΓΩΓΟΥΣ ΜΑΣΤΙΧΗΣ ΚΑΙ ΣΤΑΦΙΔΟΣ <box>410 313 577 347</box>
lead-title: Εἰς φάσιν ἀνακάμψεως τελεῖ ἡ οἰκονομία τῶν Ηνωμ. Πολιτειῶν <box>1185 69 1556 203</box>
ad-kokkinos-l1: ΚΕΝΤΡΙΚΟΝ: Στάθις 25ης Μαρτίου — Βασ. Ὄλγας <box>1248 1952 1493 1962</box>
iatriki-text: Ἡ ἰατρικὴ σχολὴ λαβοῦσα ὑπ᾽ ὄψιν τὰς ὑποβληθείσας αἰτήσεις τῶν ὁμογενῶν ἀνακοινοῖ ὅτι αἱ ἐξετάσεις θὰ διεξαχθοῦν κατὰ τὴν προσεχῆ ἑβδομάδα ἐν τῷ ἀμφιθεάτρῳ τῆς σχολῆς. <box>212 607 394 655</box>
divider <box>22 1145 394 1146</box>
ad-ate-avras <box>1371 1565 1560 1800</box>
ad-scholi-bottom: ΚΡΑΤΙΚΟ ΠΤΥΧΙΟ—ΑΝΑΒΟΛΗ ΣΤΡΑΤΕΥΣΕΩΣ <box>859 1546 1166 1561</box>
cinema-venue-time: 6,30 <box>1043 1391 1081 1409</box>
divider <box>1182 1557 1559 1559</box>
doctor-entry <box>790 864 977 913</box>
ad-scholi-right <box>855 1467 1170 1567</box>
ad-book-body: Πωλεῖται εἰς τὰ βιβλιοπωλεῖα. Β᾽ ΕΚΔΟΣΙΣ <box>405 1380 582 1389</box>
doctor-entry <box>987 919 1173 968</box>
divider <box>1182 1017 1559 1019</box>
doctor-entry <box>594 864 781 913</box>
